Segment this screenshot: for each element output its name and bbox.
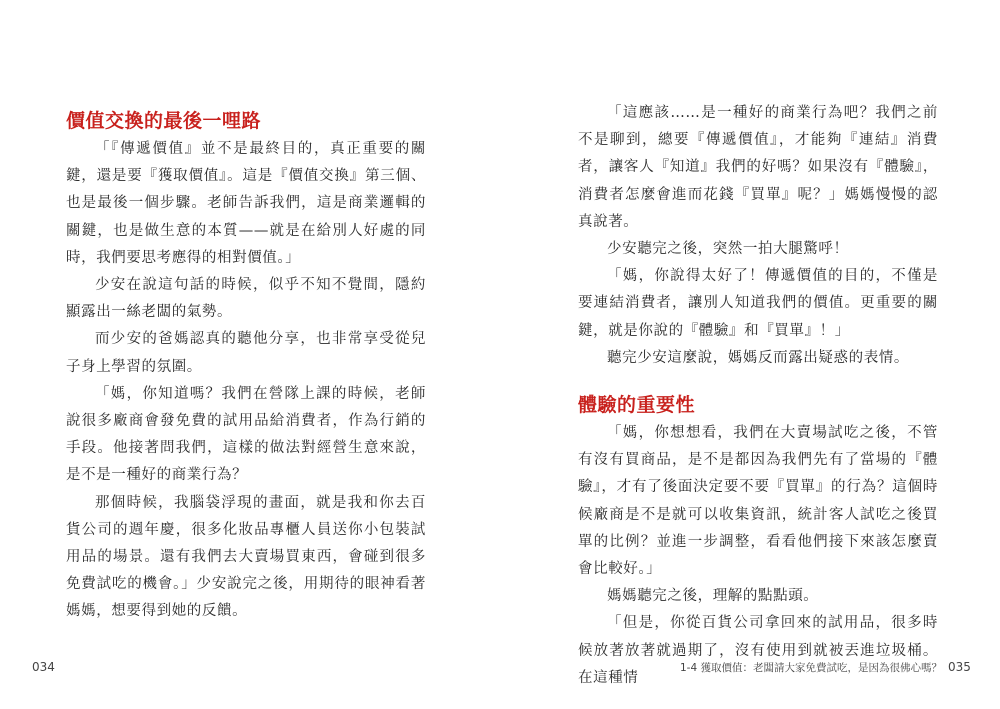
paragraph: 而少安的爸媽認真的聽他分享，也非常享受從兒子身上學習的氛圍。 xyxy=(66,331,426,375)
right-text-column xyxy=(578,100,938,692)
paragraph: 少安聽完之後，突然一拍大腿驚呼！ xyxy=(607,241,849,258)
section-heading-value-exchange: 價值交換的最後一哩路 xyxy=(66,110,262,132)
paragraph: 「媽，你說得太好了！傳遞價值的目的，不僅是要連結消費者，讓別人知道我們的價值。更重要的關鍵，就是你說的『體驗』和『買單』！」 xyxy=(578,268,938,339)
paragraph: 「『傳遞價值』並不是最終目的，真正重要的關鍵，還是要『獲取價值』。這是『價值交換』第三個、也是最後一個步驟。老師告訴我們，這是商業邏輯的關鍵，也是做生意的本質——就是在給別人好處的同時，我們要思考應得的相對價值。」 xyxy=(66,141,426,266)
paragraph: 少安在說這句話的時候，似乎不知不覺間，隱約顯露出一絲老闆的氣勢。 xyxy=(66,277,426,321)
paragraph: 「媽，你知道嗎？我們在營隊上課的時候，老師說很多廠商會發免費的試用品給消費者，作為行銷的手段。他接著問我們，這樣的做法對經營生意來說，是不是一種好的商業行為？ xyxy=(66,385,426,484)
running-head: 1-4 獲取價值：老闆請大家免費試吃，是因為很佛心嗎？ xyxy=(680,662,942,674)
paragraph: 媽媽聽完之後，理解的點點頭。 xyxy=(607,588,819,605)
right-page xyxy=(500,0,1000,709)
paragraph: 「這應該……是一種好的商業行為吧？我們之前不是聊到，總要『傳遞價值』，才能夠『連結』消費者，讓客人『知道』我們的好嗎？如果沒有『體驗』，消費者怎麼會進而花錢『買單』呢？」媽媽慢慢的認真說著。 xyxy=(578,105,938,230)
page-number-left: 034 xyxy=(32,660,55,674)
left-text-column xyxy=(66,100,426,626)
paragraph: 「媽，你想想看，我們在大賣場試吃之後，不管有沒有買商品，是不是都因為我們先有了當場的『體驗』，才有了後面決定要不要『買單』的行為？這個時候廠商是不是就可以收集資訊，統計客人試吃之後買單的比例？並進一步調整，看看他們接下來該怎麼賣會比較好。」 xyxy=(578,425,938,578)
section-heading-experience: 體驗的重要性 xyxy=(578,394,696,417)
page-number-right: 035 xyxy=(948,660,971,674)
paragraph: 聽完少安這麼說，媽媽反而露出疑惑的表情。 xyxy=(607,349,909,366)
paragraph: 「但是，你從百貨公司拿回來的試用品，很多時候放著放著就過期了，沒有使用到就被丟進垃圾桶。在這種情 xyxy=(578,615,938,686)
paragraph: 那個時候，我腦袋浮現的畫面，就是我和你去百貨公司的週年慶，很多化妝品專櫃人員送你小包裝試用品的場景。還有我們去大賣場買東西，會碰到很多免費試吃的機會。」少安說完之後，用期待的眼神看著媽媽，想要得到她的反饋。 xyxy=(66,494,426,620)
